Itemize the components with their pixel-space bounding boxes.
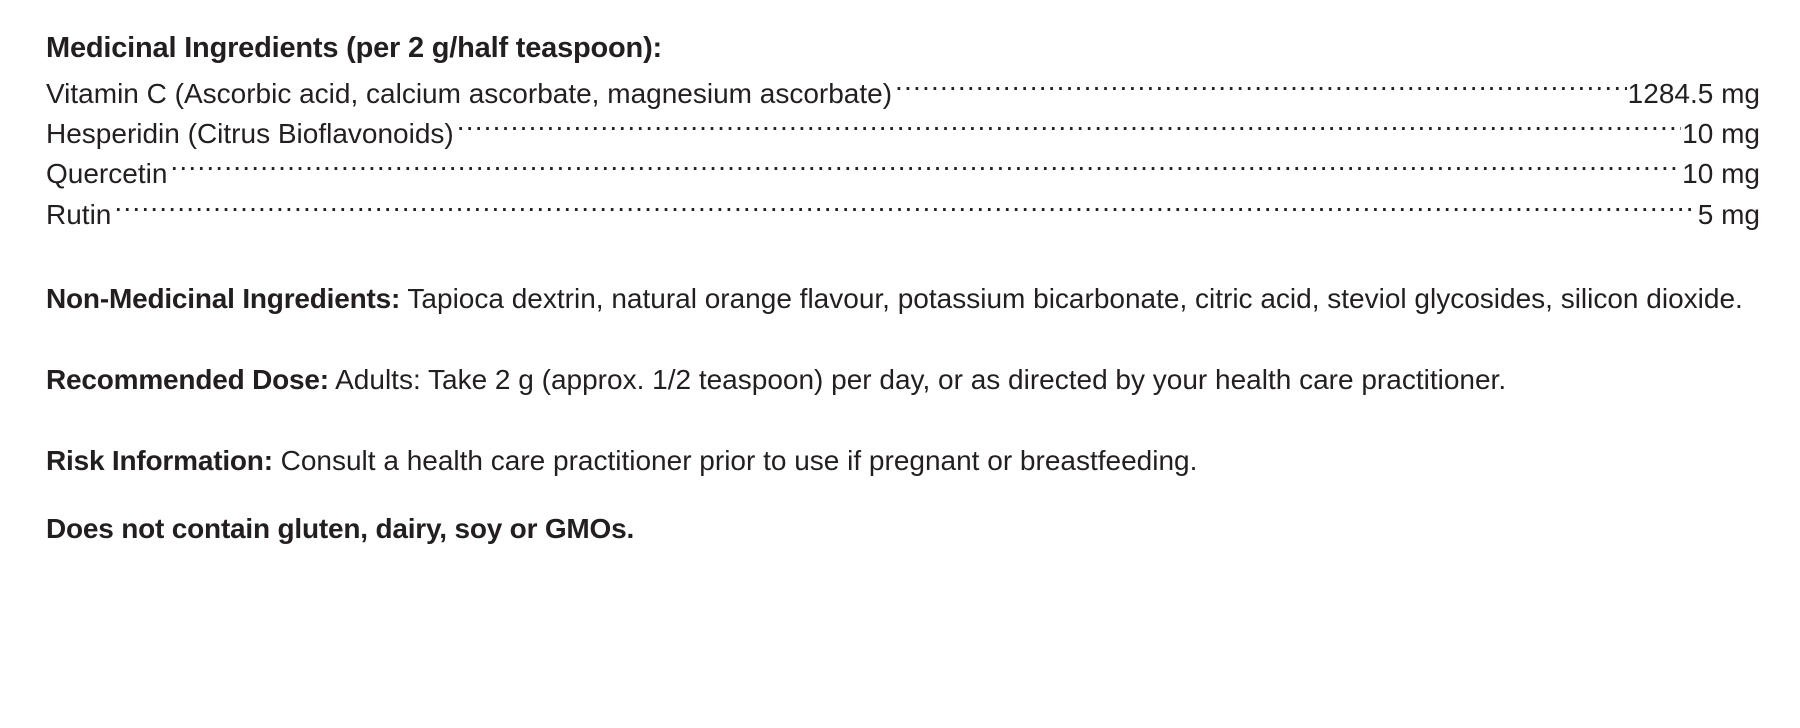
risk-information-text: Consult a health care practitioner prior to use if pregnant or breastfeeding. — [272, 445, 1198, 477]
ingredient-name: Vitamin C (Ascorbic acid, calcium ascorbate, magnesium ascorbate) — [46, 77, 893, 109]
dot-leader — [114, 196, 1696, 224]
risk-information-label: Risk Information: — [46, 445, 273, 477]
ingredient-row — [46, 154, 1760, 194]
dot-leader — [457, 115, 1681, 143]
ingredient-amount: 1284.5 mg — [1627, 77, 1760, 109]
free-from-statement: Does not contain gluten, dairy, soy or GMOs. — [46, 512, 635, 544]
medicinal-ingredients-heading: Medicinal Ingredients (per 2 g/half teaspoon): — [46, 32, 662, 64]
ingredient-name: Quercetin — [46, 158, 168, 190]
ingredient-row — [46, 114, 1760, 154]
ingredient-amount: 10 mg — [1682, 158, 1760, 190]
non-medicinal-ingredients-text: Tapioca dextrin, natural orange flavour, potassium bicarbonate, citric acid, steviol glycosides, silicon dioxide. — [400, 282, 1743, 314]
ingredient-row — [46, 195, 1760, 235]
ingredient-amount: 10 mg — [1682, 118, 1760, 149]
recommended-dose-label: Recommended Dose: — [46, 364, 329, 396]
ingredient-name: Hesperidin (Citrus Bioflavonoids) — [46, 118, 454, 149]
ingredient-row — [46, 74, 1760, 114]
dot-leader — [895, 75, 1627, 103]
ingredient-name: Rutin — [46, 198, 112, 230]
recommended-dose-text: Adults: Take 2 g (approx. 1/2 teaspoon) per day, or as directed by your health care practitioner. — [328, 364, 1507, 396]
dot-leader — [170, 155, 1681, 183]
non-medicinal-ingredients-label: Non-Medicinal Ingredients: — [46, 282, 401, 314]
ingredient-amount: 5 mg — [1697, 198, 1760, 230]
recommended-dose-paragraph — [46, 360, 1760, 399]
risk-information-paragraph — [46, 441, 1760, 480]
non-medicinal-ingredients-paragraph — [46, 279, 1760, 318]
medicinal-ingredients-list — [46, 74, 1760, 235]
